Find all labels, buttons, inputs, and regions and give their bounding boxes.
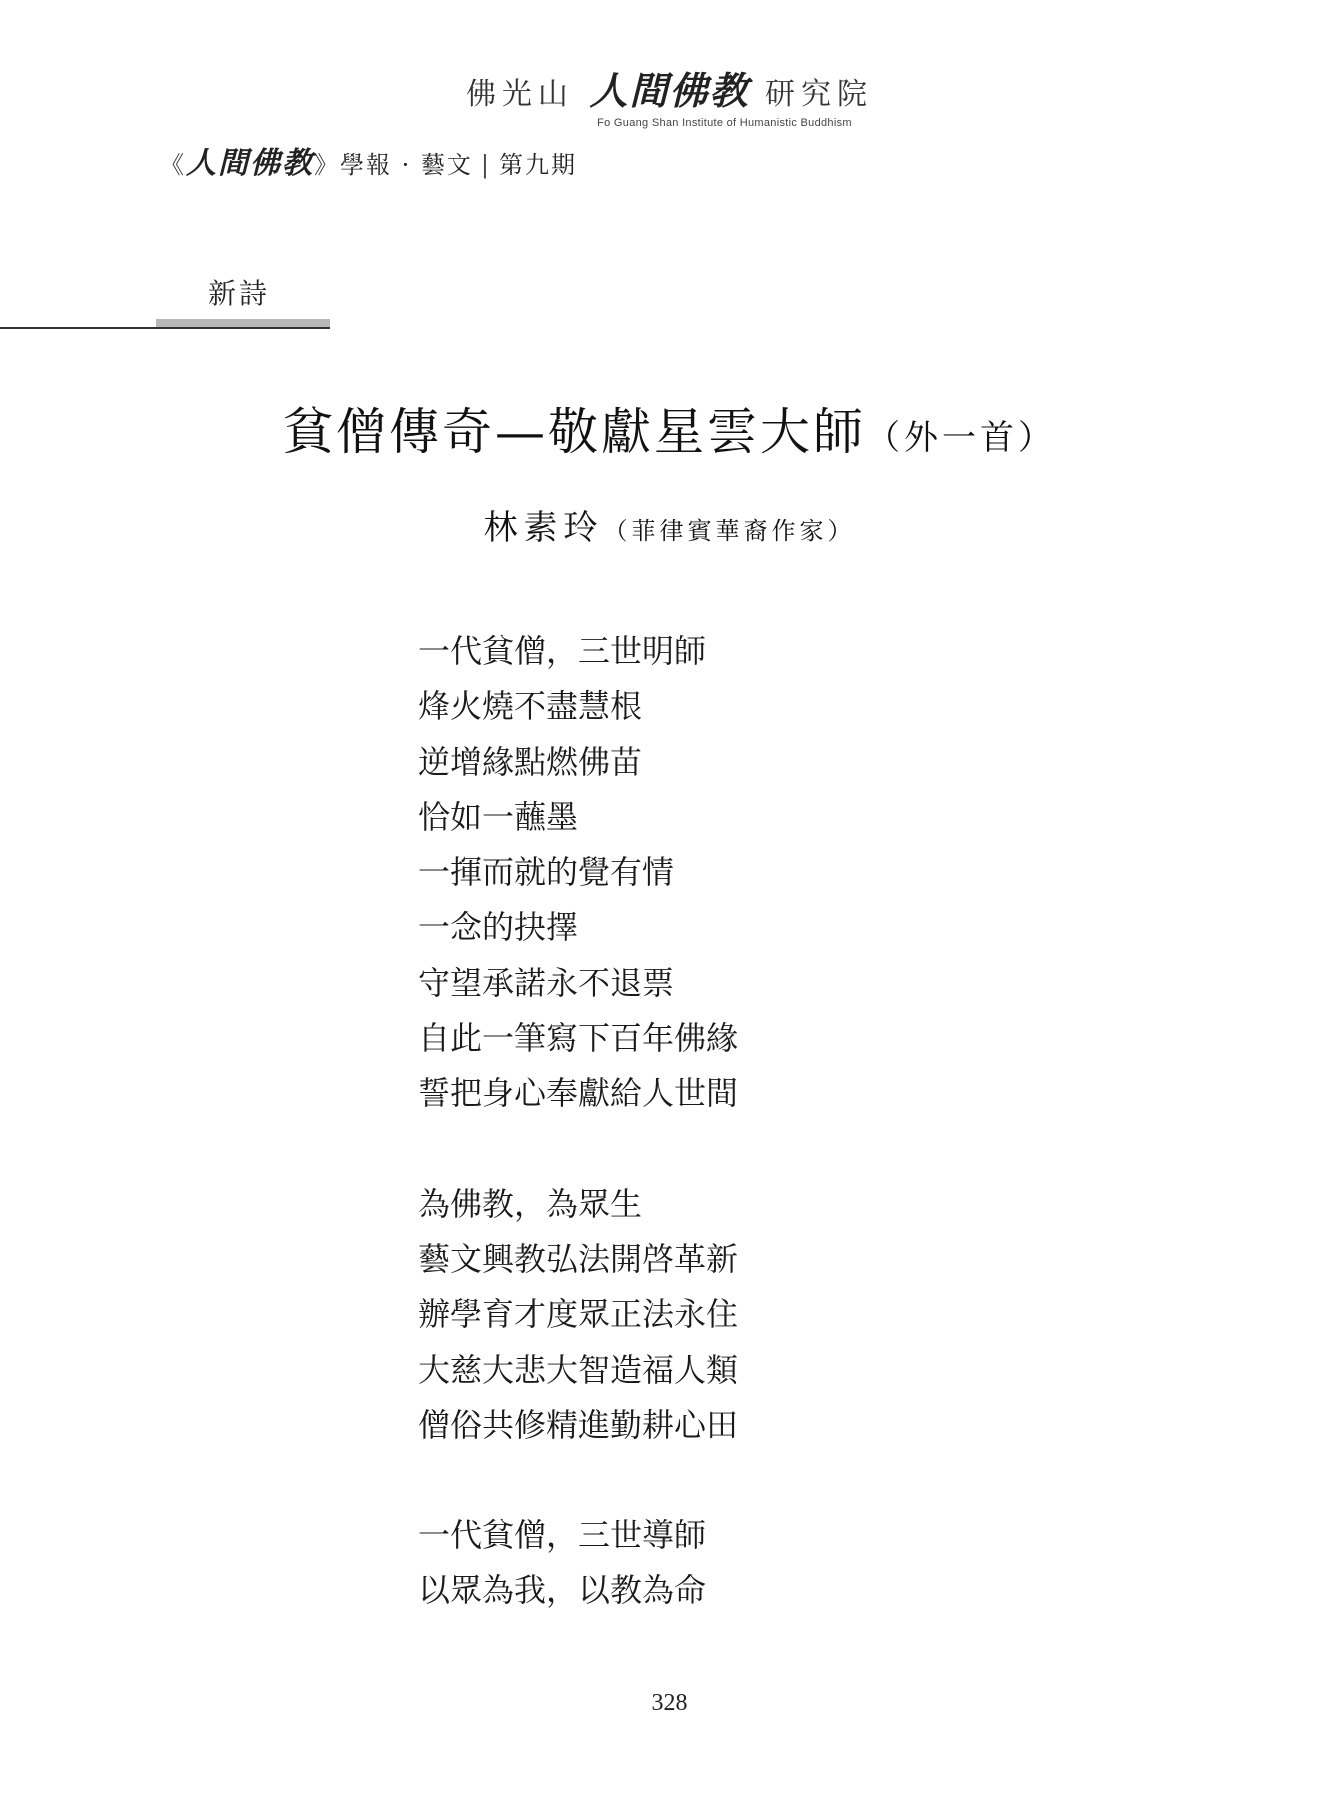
poem-line: 藝文興教弘法開啓革新 (418, 1239, 739, 1278)
poem-line: 自此一筆寫下百年佛緣 (418, 1019, 739, 1058)
article-title (0, 392, 1339, 464)
poem-line: 僧俗共修精進勤耕心田 (418, 1405, 739, 1444)
author-affiliation: （菲律賓華裔作家） (603, 517, 856, 545)
institute-prefix: 佛光山 (465, 77, 574, 112)
institute-brand-logo: 人間佛教 (589, 68, 750, 113)
poem-line: 以眾為我，以教為命 (418, 1571, 707, 1610)
journal-issue: 第九期 (498, 151, 577, 179)
journal-divider: | (480, 151, 491, 179)
institute-name (0, 60, 1339, 115)
author-name: 林素玲 (483, 508, 604, 548)
section-rule (0, 327, 330, 329)
poem-stanza (418, 1177, 738, 1453)
institute-suffix: 研究院 (765, 77, 874, 112)
journal-brand: 人間佛教 (186, 146, 314, 181)
article-title-note: （外一首） (866, 418, 1056, 458)
poem-line: 誓把身心奉獻給人世間 (418, 1074, 739, 1113)
institute-english-name: Fo Guang Shan Institute of Humanistic Buddhism (597, 117, 852, 129)
poem-line: 大慈大悲大智造福人類 (418, 1350, 739, 1389)
article-author (0, 500, 1339, 549)
journal-open: 《 (160, 151, 186, 179)
poem-line: 一念的抉擇 (418, 908, 579, 947)
journal-running-head (160, 138, 577, 182)
institute-header (0, 60, 1339, 129)
section-rule-highlight (156, 319, 330, 327)
poem-line: 辦學育才度眾正法永住 (418, 1295, 739, 1334)
poem-line: 一揮而就的覺有情 (418, 853, 675, 892)
poem-line: 一代貧僧，三世導師 (418, 1516, 707, 1555)
poem-line: 為佛教，為眾生 (418, 1184, 643, 1223)
poem-line: 逆增緣點燃佛苗 (418, 742, 643, 781)
poem-stanza (418, 624, 738, 1122)
poem-line: 恰如一蘸墨 (418, 797, 579, 836)
section-label: 新詩 (208, 277, 271, 310)
article-title-main: 貧僧傳奇—敬獻星雲大師 (283, 403, 866, 461)
poem-stanza (418, 1508, 738, 1619)
journal-close: 》學報 · 藝文 (314, 151, 473, 179)
poem-line: 一代貧僧，三世明師 (418, 632, 707, 670)
poem-body (418, 624, 738, 1619)
page-number: 328 (651, 1690, 688, 1716)
poem-line: 烽火燒不盡慧根 (418, 687, 643, 726)
poem-line: 守望承諾永不退票 (418, 963, 675, 1002)
